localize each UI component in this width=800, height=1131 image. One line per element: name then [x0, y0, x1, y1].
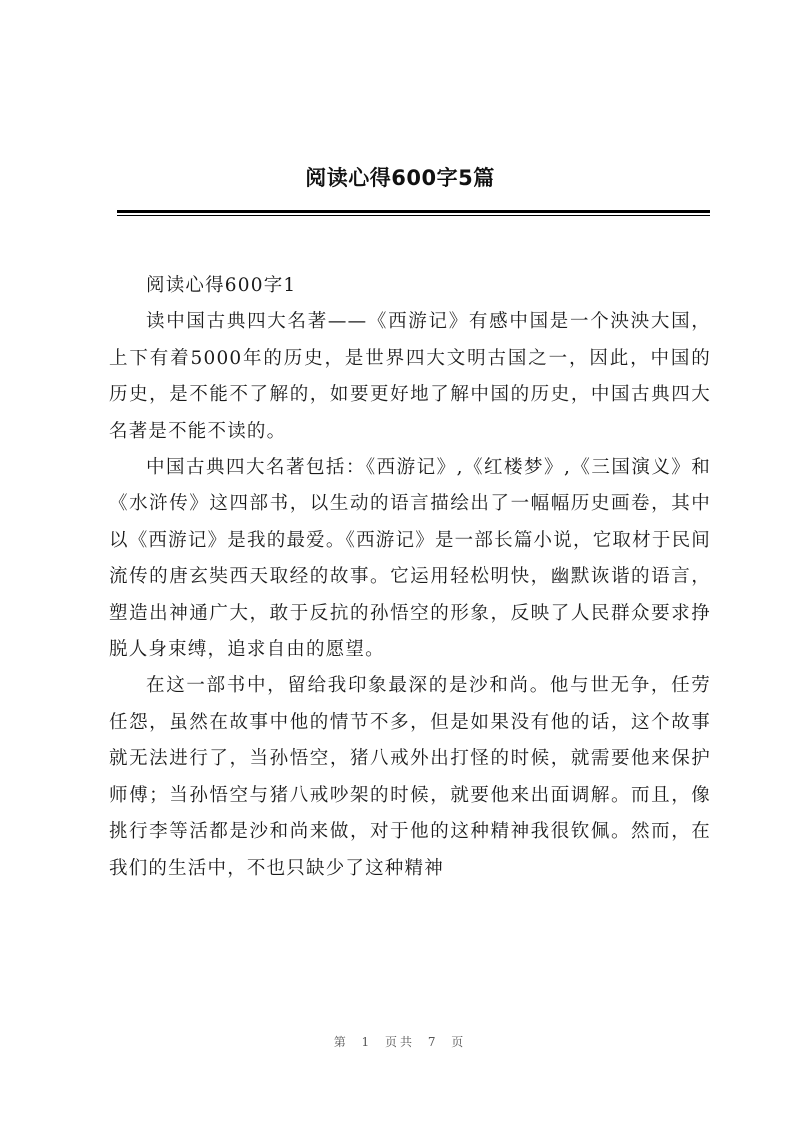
section-heading: 阅读心得600字1: [146, 275, 297, 296]
title-divider-thick: [117, 210, 710, 213]
paragraph-3: 在这一部书中，留给我印象最深的是沙和尚。他与世无争，任劳任怨，虽然在故事中他的情节不多，但是如果没有他的话，这个故事就无法进行了，当孙悟空，猪八戒外出打怪的时候，就需要他来保护师傅；当孙悟空与猪八戒吵架的时候，就要他来出面调解。而且，像挑行李等活都是沙和尚来做，对于他的这种精神我很钦佩。然而，在我们的生活中，不也只缺少了这种精神: [109, 675, 711, 879]
title-divider-thin: [117, 215, 710, 216]
page-footer: 第 1 页共 7 页: [333, 1035, 467, 1049]
document-title: 阅读心得600字5篇: [305, 166, 495, 190]
document-body: [109, 268, 711, 887]
paragraph-1: 读中国古典四大名著——《西游记》有感中国是一个泱泱大国，上下有着5000年的历史，是世界四大文明古国之一，因此，中国的历史，是不能不了解的，如要更好地了解中国的历史，中国古典四大名著是不能不读的。: [109, 311, 711, 442]
paragraph-2: 中国古典四大名著包括：《西游记》,《红楼梦》,《三国演义》和《水浒传》这四部书，以生动的语言描绘出了一幅幅历史画卷，其中以《西游记》是我的最爱。《西游记》是一部长篇小说，它取材于民间流传的唐玄奘西天取经的故事。它运用轻松明快，幽默诙谐的语言，塑造出神通广大，敢于反抗的孙悟空的形象，反映了人民群众要求挣脱人身束缚，追求自由的愿望。: [109, 457, 711, 661]
